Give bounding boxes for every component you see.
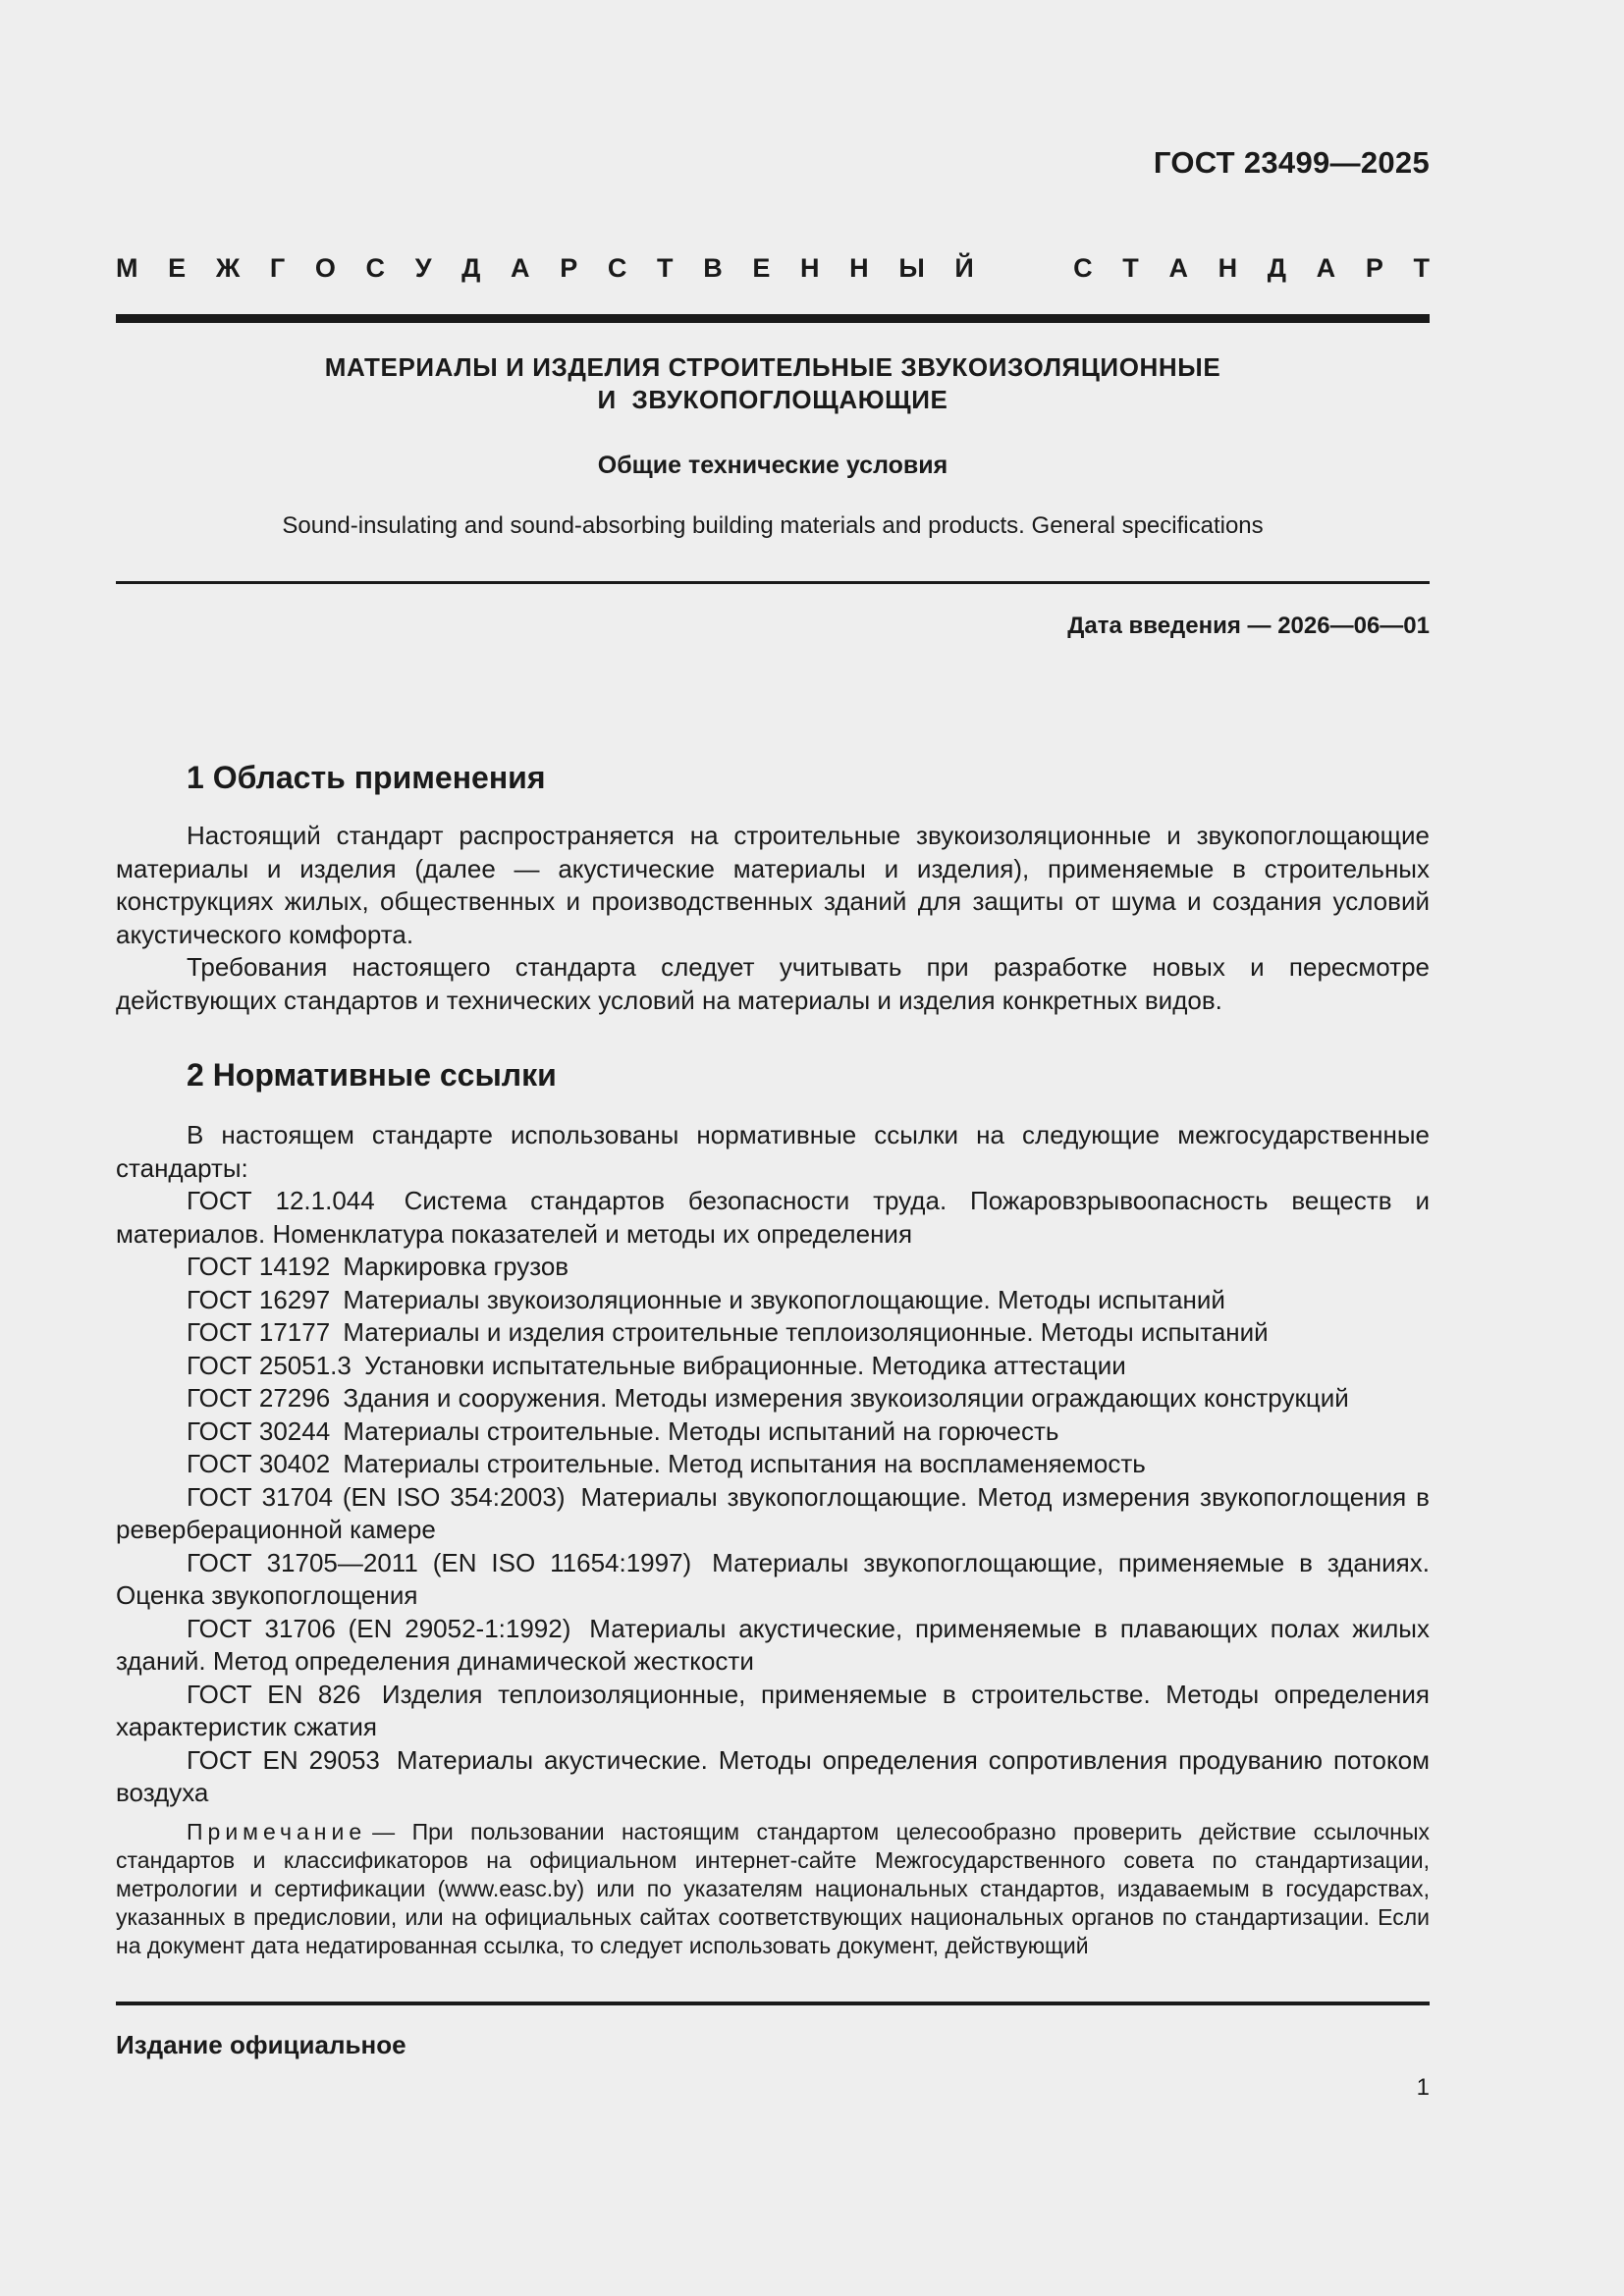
reference-item — [116, 1316, 1430, 1350]
reference-title: Материалы звукопоглощающие, применяемые в зданиях. Оценка звукопоглощения — [116, 1547, 1430, 1610]
reference-code: ГОСТ 17177 — [187, 1317, 331, 1347]
reference-item — [116, 1350, 1430, 1383]
reference-code: ГОСТ 30402 — [187, 1449, 331, 1478]
banner-letter: А — [1316, 253, 1336, 283]
header-divider — [116, 314, 1430, 323]
banner-letter: У — [414, 253, 432, 283]
banner-letter: Е — [168, 253, 187, 283]
reference-code: ГОСТ 31705—2011 (EN ISO 11654:1997) — [187, 1547, 692, 1577]
title-line-1: МАТЕРИАЛЫ И ИЗДЕЛИЯ СТРОИТЕЛЬНЫЕ ЗВУКОИЗОЛЯЦИОННЫЕ — [324, 352, 1221, 382]
note-label: Примечание — [187, 1819, 367, 1844]
normative-references — [116, 1119, 1430, 1810]
reference-title: Система стандартов безопасности труда. Пожаровзрывоопасность веществ и материалов. Номенклатура показателей и методы их определения — [116, 1186, 1430, 1249]
reference-title: Изделия теплоизоляционные, применяемые в строительстве. Методы определения характеристик сжатия — [116, 1679, 1430, 1741]
document-subtitle: Общие технические условия — [597, 452, 948, 479]
banner-letter: Н — [1218, 253, 1238, 283]
document-page — [116, 0, 1430, 2296]
reference-title: Материалы акустические. Методы определения сопротивления продуванию потоком воздуха — [116, 1744, 1430, 1807]
reference-code: ГОСТ 27296 — [187, 1383, 331, 1413]
reference-code: ГОСТ 30244 — [187, 1415, 331, 1446]
document-title — [116, 351, 1430, 416]
banner-letter: Г — [269, 253, 286, 283]
reference-code: ГОСТ 12.1.044 — [187, 1186, 375, 1215]
reference-title: Материалы строительные. Методы испытаний на горючесть — [343, 1415, 1059, 1446]
banner-word-gap — [1003, 253, 1043, 284]
reference-item — [116, 1679, 1430, 1744]
reference-title: Материалы звукопоглощающие. Метод измерения звукопоглощения в реверберационной камере — [116, 1481, 1430, 1544]
english-title: Sound-insulating and sound-absorbing building materials and products. General specifications — [282, 512, 1264, 539]
official-edition-label: Издание официальное — [116, 2030, 406, 2059]
reference-code: ГОСТ 31704 (EN ISO 354:2003) — [187, 1481, 566, 1512]
reference-title: Материалы звукоизоляционные и звукопоглощающие. Методы испытаний — [343, 1284, 1225, 1314]
banner-letter: Н — [800, 253, 820, 283]
reference-title: Здания и сооружения. Методы измерения звукоизоляции ограждающих конструкций — [343, 1383, 1349, 1413]
banner-letter: Т — [1413, 253, 1430, 283]
reference-item — [116, 1481, 1430, 1547]
reference-list — [116, 1185, 1430, 1810]
reference-code: ГОСТ EN 29053 — [187, 1744, 380, 1775]
reference-item — [116, 1613, 1430, 1679]
banner-letter: Н — [849, 253, 869, 283]
banner-letter: В — [703, 253, 723, 283]
interstate-standard-banner — [116, 253, 1430, 284]
banner-letter: Т — [657, 253, 674, 283]
banner-letter: С — [1073, 253, 1093, 283]
reference-title: Маркировка грузов — [343, 1252, 569, 1281]
section-1-paragraph-2: Требования настоящего стандарта следует учитывать при разработке новых и пересмотре действующих стандартов и технических условий на материалы и изделия конкретных видов. — [116, 952, 1430, 1015]
reference-item — [116, 1382, 1430, 1415]
reference-title: Установки испытательные вибрационные. Методика аттестации — [364, 1350, 1126, 1380]
banner-letter: Р — [1365, 253, 1383, 283]
reference-title: Материалы и изделия строительные теплоизоляционные. Методы испытаний — [343, 1317, 1269, 1347]
reference-item — [116, 1185, 1430, 1251]
reference-code: ГОСТ 14192 — [187, 1252, 331, 1281]
section-1-paragraph-1: Настоящий стандарт распространяется на строительные звукоизоляционные и звукопоглощающие материалы и изделия (далее — акустические материалы и изделия), применяемые в строительных конструкциях жилых, общественных и производственных зданий для защиты от шума и создания условий акустического комфорта. — [116, 821, 1430, 949]
banner-letter: Д — [1267, 253, 1287, 283]
page-number: 1 — [1416, 2074, 1430, 2101]
banner-letter: Ы — [898, 253, 925, 283]
reference-item — [116, 1744, 1430, 1810]
introduction-date: Дата введения — 2026—06—01 — [1067, 613, 1430, 639]
section-1-body — [116, 820, 1430, 1017]
reference-code: ГОСТ 16297 — [187, 1284, 331, 1314]
banner-letter: М — [116, 253, 138, 283]
title-line-2: И ЗВУКОПОГЛОЩАЮЩИЕ — [597, 385, 948, 414]
reference-code: ГОСТ EN 826 — [187, 1679, 361, 1709]
document-code: ГОСТ 23499—2025 — [1153, 145, 1430, 180]
references-intro: В настоящем стандарте использованы нормативные ссылки на следующие межгосударственные стандарты: — [116, 1120, 1430, 1183]
reference-code: ГОСТ 31706 (EN 29052-1:1992) — [187, 1613, 571, 1643]
reference-item — [116, 1448, 1430, 1481]
banner-letter: О — [314, 253, 336, 283]
banner-letter: А — [1168, 253, 1188, 283]
banner-letter: Д — [461, 253, 481, 283]
footer-divider — [116, 2002, 1430, 2005]
reference-item — [116, 1547, 1430, 1613]
section-2-heading: 2 Нормативные ссылки — [187, 1057, 557, 1093]
banner-letter: Е — [752, 253, 771, 283]
reference-item — [116, 1251, 1430, 1284]
banner-letter: Й — [954, 253, 974, 283]
banner-letter: А — [511, 253, 530, 283]
reference-title: Материалы акустические, применяемые в плавающих полах жилых зданий. Метод определения динамической жесткости — [116, 1613, 1430, 1676]
banner-letter: Ж — [215, 253, 241, 283]
reference-title: Материалы строительные. Метод испытания на воспламеняемость — [343, 1449, 1146, 1478]
reference-code: ГОСТ 25051.3 — [187, 1350, 352, 1380]
banner-letter: С — [365, 253, 386, 283]
section-1-heading: 1 Область применения — [187, 760, 546, 795]
banner-letter: Т — [1122, 253, 1139, 283]
title-divider — [116, 581, 1430, 584]
banner-letter: Р — [560, 253, 578, 283]
note-text: — При пользовании настоящим стандартом целесообразно проверить действие ссылочных стандартов и классификаторов на официальном интернет-сайте Межгосударственного совета по стандартизации, метрологии и сертификации (www.easc.by) или по указателям национальных стандартов, издаваемым в государствах, указанных в предисловии, или на официальных сайтах соответствующих национальных органов по стандартизации. Если на документ дата недатированная ссылка, то следует использовать документ, действующий — [116, 1819, 1430, 1958]
note-block — [116, 1818, 1430, 1960]
reference-item — [116, 1284, 1430, 1317]
reference-item — [116, 1415, 1430, 1449]
banner-letter: С — [607, 253, 627, 283]
